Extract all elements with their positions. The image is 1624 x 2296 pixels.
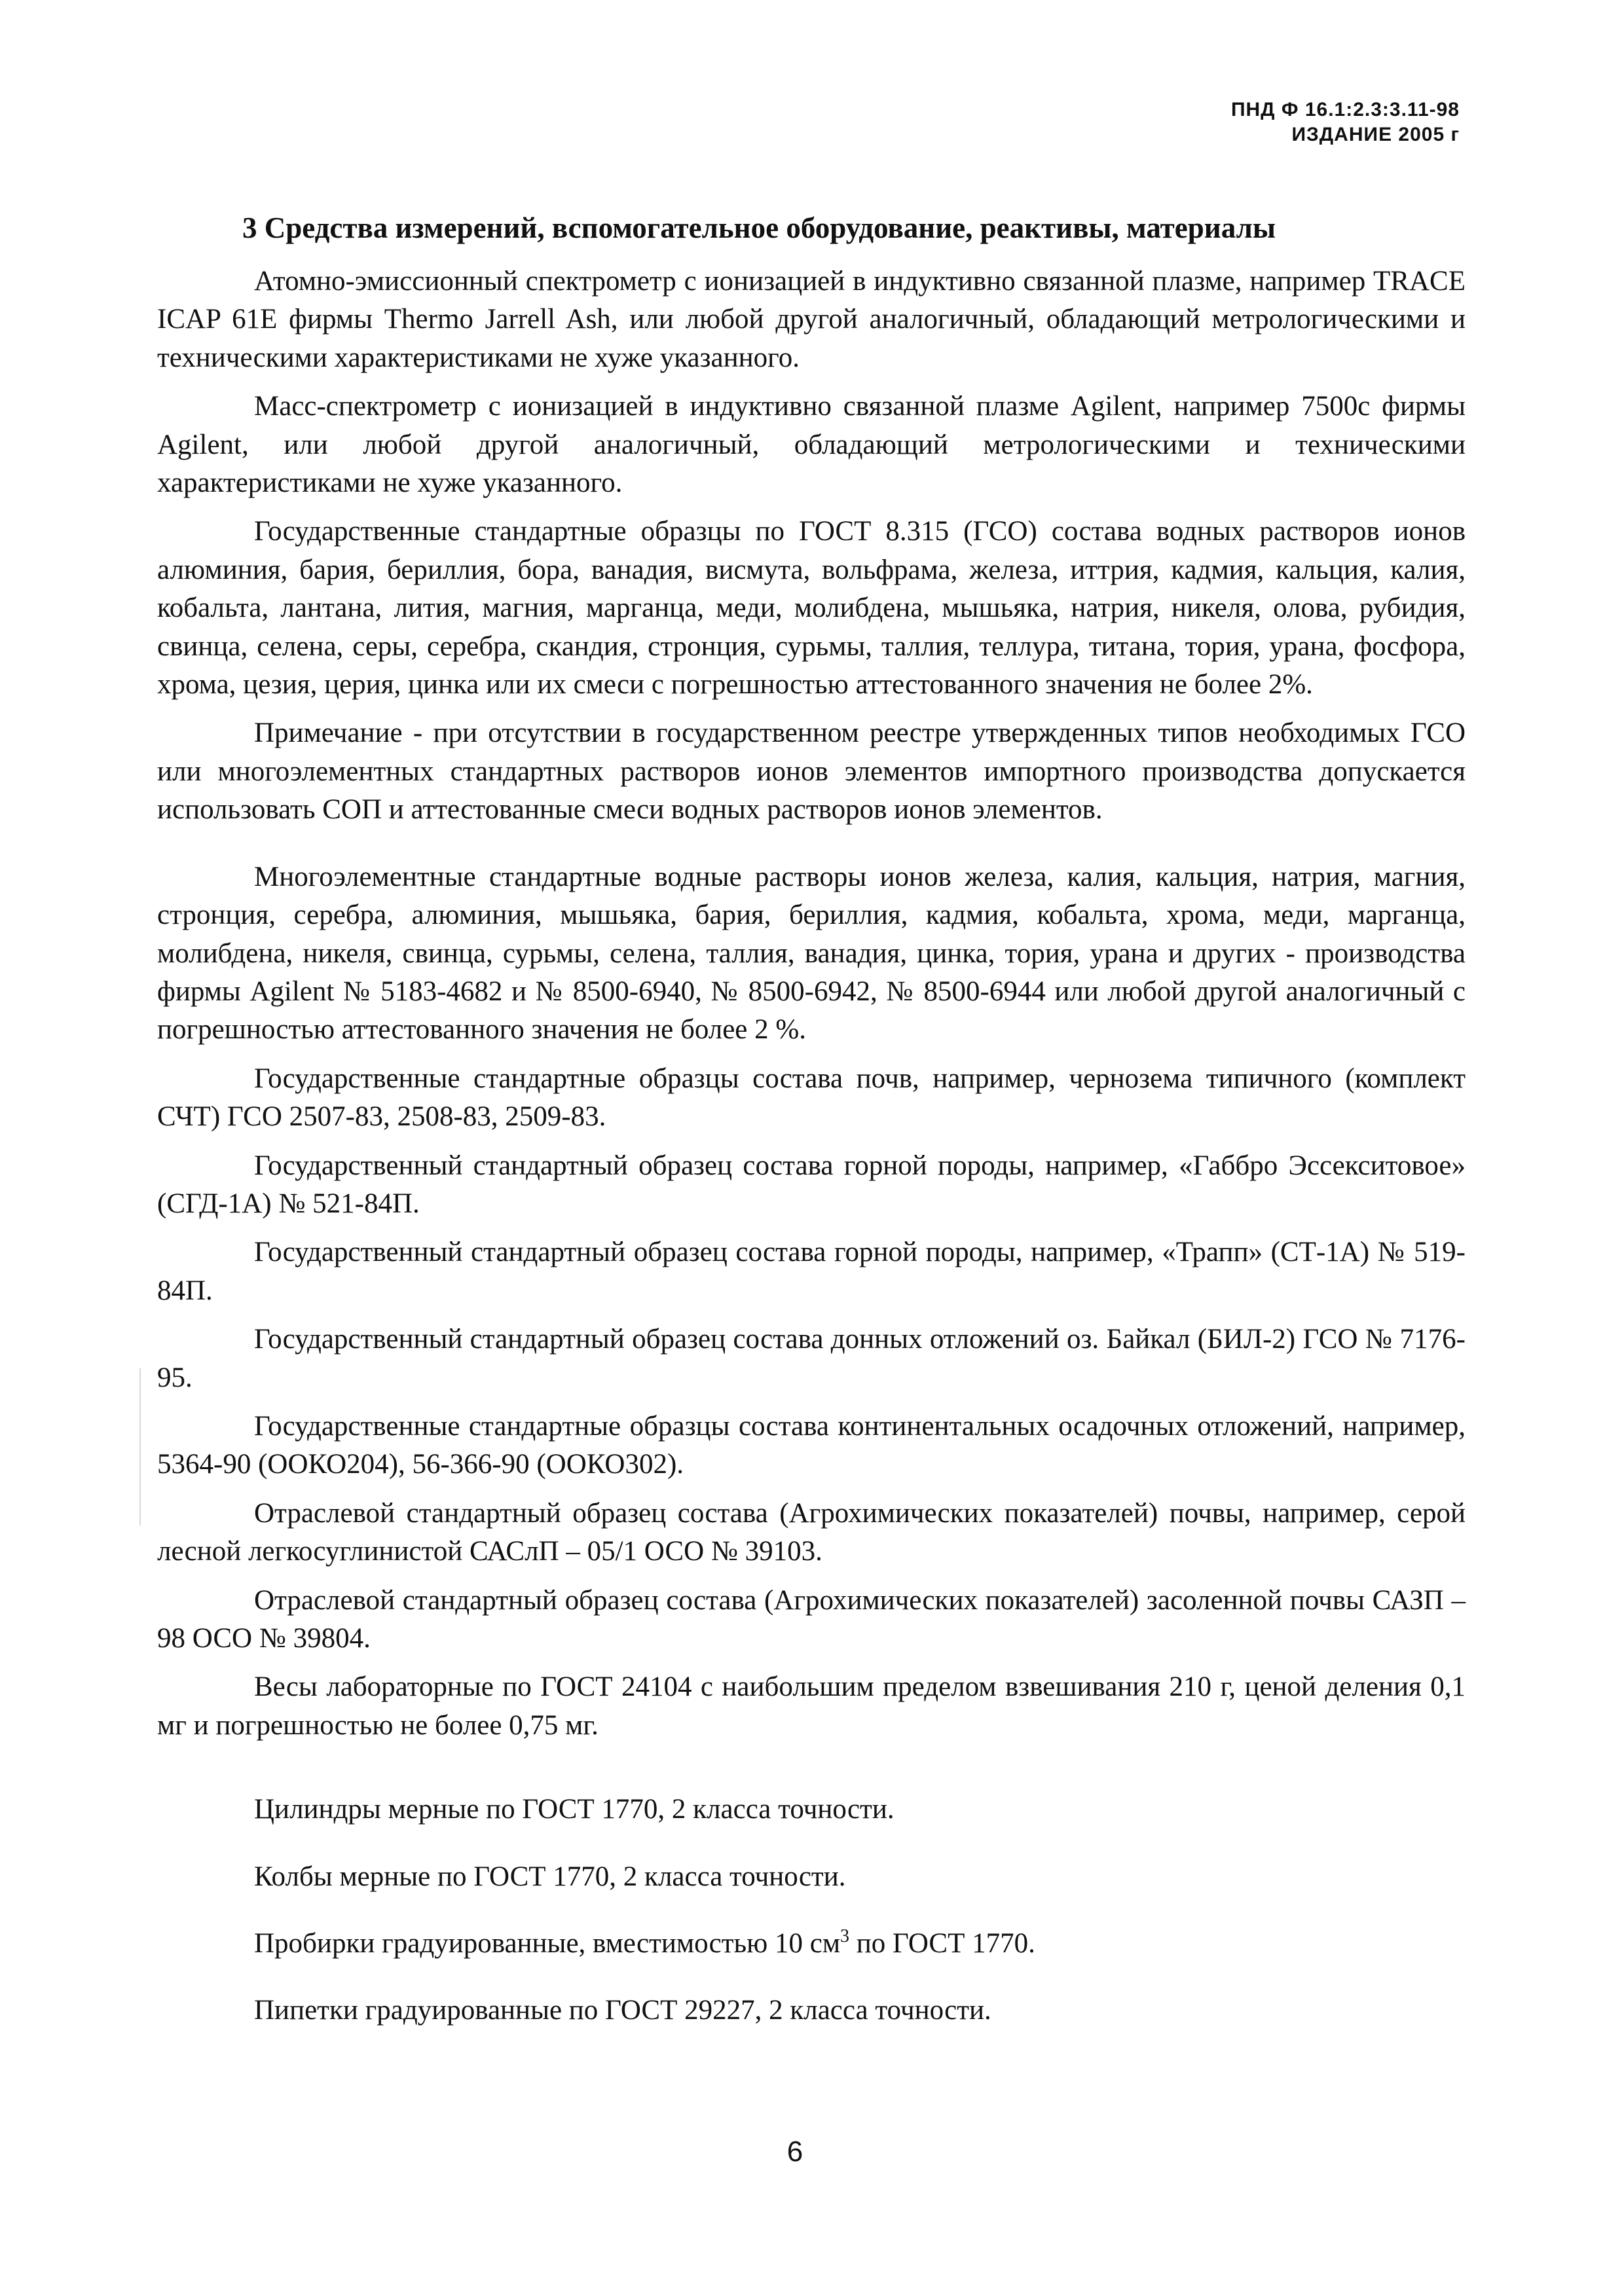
- document-code: ПНД Ф 16.1:2.3:3.11-98: [1230, 99, 1460, 120]
- scan-artifact: [139, 1368, 141, 1525]
- note-paragraph: Примечание - при отсутствии в государственном реестре утвержденных типов необходимых ГСО или многоэлементных стандартных растворов ионов элементов импортного производства допускается использовать СОП и аттестованные смеси водных растворов ионов элементов.: [157, 718, 1466, 826]
- paragraph: Государственный стандартный образец состава донных отложений оз. Байкал (БИЛ-2) ГСО № 7176-95.: [157, 1324, 1466, 1393]
- paragraph: Отраслевой стандартный образец состава (Агрохимических показателей) почвы, например, серой лесной легкосуглинистой САСлП – 05/1 ОСО № 39103.: [157, 1497, 1466, 1567]
- paragraph: Отраслевой стандартный образец состава (Агрохимических показателей) засоленной почвы САЗП – 98 ОСО № 39804.: [157, 1584, 1466, 1654]
- paragraph: Государственные стандартные образцы состава почв, например, чернозема типичного (комплект СЧТ) ГСО 2507-83, 2508-83, 2509-83.: [157, 1063, 1466, 1133]
- paragraph: Весы лабораторные по ГОСТ 24104 с наибольшим пределом взвешивания 210 г, ценой деления 0,1 мг и погрешностью не более 0,75 мг.: [157, 1671, 1466, 1741]
- paragraph: Государственный стандартный образец состава горной породы, например, «Габбро Эссекситовое» (СГД-1А) № 521-84П.: [157, 1150, 1466, 1219]
- paragraph: Многоэлементные стандартные водные растворы ионов железа, калия, кальция, натрия, магния, стронция, серебра, алюминия, мышьяка, бария, бериллия, кадмия, кобальта, хрома, меди, марганца, молибдена, никеля, свинца, сурьмы, селена, таллия, ванадия, цинка, тория, урана и других - производства фирмы Agilent № 5183-4682 и № 8500-6940, № 8500-6942, № 8500-6944 или любой другой аналогичный с погрешностью аттестованного значения не более 2 %.: [157, 861, 1466, 1046]
- equipment-item: Колбы мерные по ГОСТ 1770, 2 класса точности.: [254, 1861, 846, 1892]
- tubes-standard: по ГОСТ 1770.: [849, 1928, 1035, 1959]
- paragraph: Государственный стандартный образец состава горной породы, например, «Трапп» (СТ-1А) № 519-84П.: [157, 1237, 1466, 1306]
- equipment-item: Цилиндры мерные по ГОСТ 1770, 2 класса точности.: [254, 1794, 895, 1825]
- paragraph: Атомно-эмиссионный спектрометр с ионизацией в индуктивно связанной плазме, например TRACE ICAP 61E фирмы Thermo Jarrell Ash, или любой другой аналогичный, обладающий метрологическими и техническими характеристиками не хуже указанного.: [157, 266, 1466, 373]
- tubes-text: Пробирки градуированные, вместимостью 10 см: [254, 1928, 841, 1959]
- section-body: [157, 263, 1466, 2030]
- paragraph: Государственные стандартные образцы по ГОСТ 8.315 (ГСО) состава водных растворов ионов алюминия, бария, бериллия, бора, ванадия, висмута, вольфрама, железа, иттрия, кадмия, кальция, калия, кобальта, лантана, лития, магния, марганца, меди, молибдена, мышьяка, натрия, никеля, олова, рубидия, свинца, селена, серы, серебра, скандия, стронция, сурьмы, таллия, теллура, титана, тория, урана, фосфора, хрома, цезия, церия, цинка или их смеси с погрешностью аттестованного значения не более 2%.: [157, 516, 1466, 701]
- paragraph: Масс-спектрометр с ионизацией в индуктивно связанной плазме Agilent, например 7500с фирмы Agilent, или любой другой аналогичный, обладающий метрологическими и техническими характеристиками не хуже указанного.: [157, 391, 1466, 499]
- equipment-item: [157, 1925, 1466, 1963]
- equipment-item: Пипетки градуированные по ГОСТ 29227, 2 класса точности.: [254, 1995, 991, 2026]
- cubic-superscript: 3: [840, 1926, 850, 1947]
- section-title: 3 Средства измерений, вспомогательное оборудование, реактивы, материалы: [242, 211, 1276, 244]
- edition-label: ИЗДАНИЕ 2005 г: [1291, 124, 1460, 145]
- page-number: 6: [786, 2136, 803, 2168]
- paragraph: Государственные стандартные образцы состава континентальных осадочных отложений, например, 5364-90 (ООКО204), 56-366-90 (ООКО302).: [157, 1410, 1466, 1480]
